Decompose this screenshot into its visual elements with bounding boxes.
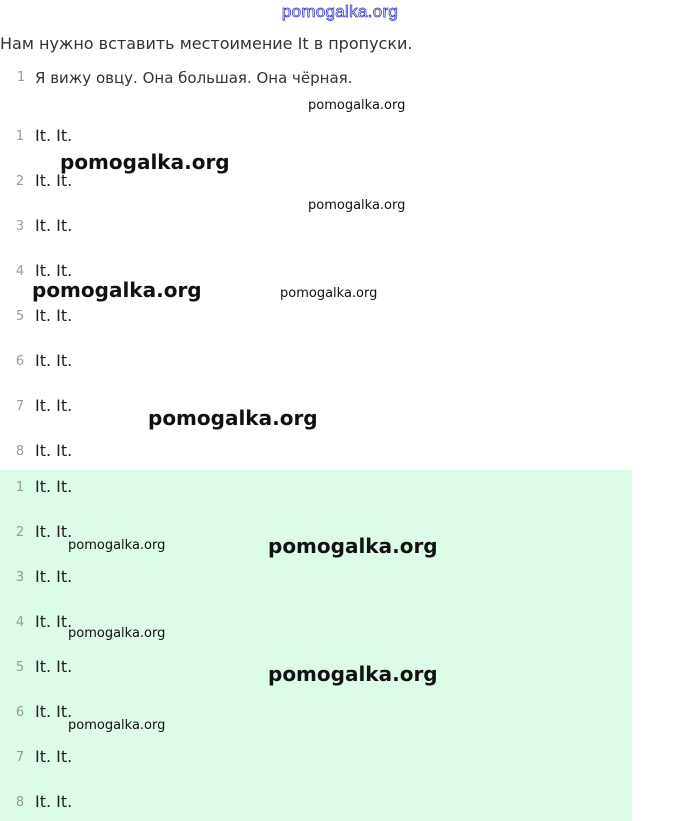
line-number: 1 <box>15 480 25 495</box>
answer-section-highlighted <box>0 470 632 821</box>
answer-row <box>0 518 632 548</box>
line-number: 3 <box>15 570 25 585</box>
watermark: pomogalka.org <box>148 406 318 430</box>
answer-text: It. It. <box>35 477 73 496</box>
watermark: pomogalka.org <box>268 662 438 686</box>
watermark: pomogalka.org <box>280 286 378 301</box>
answer-row <box>0 212 632 242</box>
answer-row <box>0 698 632 728</box>
line-number: 5 <box>15 309 25 324</box>
answer-text: It. It. <box>35 441 73 460</box>
answer-text: It. It. <box>35 702 73 721</box>
line-number: 5 <box>15 660 25 675</box>
answer-section-plain <box>0 115 632 470</box>
answer-row <box>0 167 632 197</box>
line-number: 2 <box>15 525 25 540</box>
answer-text: It. It. <box>35 792 73 811</box>
answer-row <box>0 392 632 422</box>
answer-row <box>0 608 632 638</box>
line-number: 4 <box>15 615 25 630</box>
watermark: pomogalka.org <box>308 98 406 113</box>
answer-text: It. It. <box>35 657 73 676</box>
exercise-line-text: Я вижу овцу. Она большая. Она чёрная. <box>35 69 353 87</box>
answer-row <box>0 473 632 503</box>
answer-text: It. It. <box>35 171 73 190</box>
line-number: 8 <box>15 795 25 810</box>
watermark: pomogalka.org <box>32 278 202 302</box>
line-number: 2 <box>15 174 25 189</box>
answer-row <box>0 257 632 287</box>
answer-row <box>0 653 632 683</box>
answer-text: It. It. <box>35 612 73 631</box>
watermark: pomogalka.org <box>68 538 166 553</box>
answer-text: It. It. <box>35 216 73 235</box>
answer-row <box>0 122 632 152</box>
answer-text: It. It. <box>35 567 73 586</box>
line-number: 6 <box>15 705 25 720</box>
line-number: 6 <box>15 354 25 369</box>
line-number: 3 <box>15 219 25 234</box>
answer-text: It. It. <box>35 396 73 415</box>
watermark: pomogalka.org <box>68 626 166 641</box>
answer-row <box>0 347 632 377</box>
answer-row <box>0 743 632 773</box>
line-number: 4 <box>15 264 25 279</box>
site-logo[interactable]: pomogalka.org <box>281 2 399 21</box>
line-number: 7 <box>15 750 25 765</box>
exercise-line-number: 1 <box>16 70 26 85</box>
watermark: pomogalka.org <box>60 150 230 174</box>
answer-row <box>0 563 632 593</box>
line-number: 8 <box>15 444 25 459</box>
watermark: pomogalka.org <box>68 718 166 733</box>
answer-row <box>0 788 632 818</box>
answer-row <box>0 437 632 467</box>
answer-text: It. It. <box>35 747 73 766</box>
instruction-text: Нам нужно вставить местоимение It в пропуски. <box>0 34 413 53</box>
answer-text: It. It. <box>35 522 73 541</box>
exercise-line <box>0 67 640 91</box>
watermark: pomogalka.org <box>268 534 438 558</box>
answer-text: It. It. <box>35 261 73 280</box>
line-number: 7 <box>15 399 25 414</box>
answer-text: It. It. <box>35 306 73 325</box>
watermark: pomogalka.org <box>308 198 406 213</box>
answer-row <box>0 302 632 332</box>
line-number: 1 <box>15 129 25 144</box>
answer-text: It. It. <box>35 126 73 145</box>
answer-text: It. It. <box>35 351 73 370</box>
